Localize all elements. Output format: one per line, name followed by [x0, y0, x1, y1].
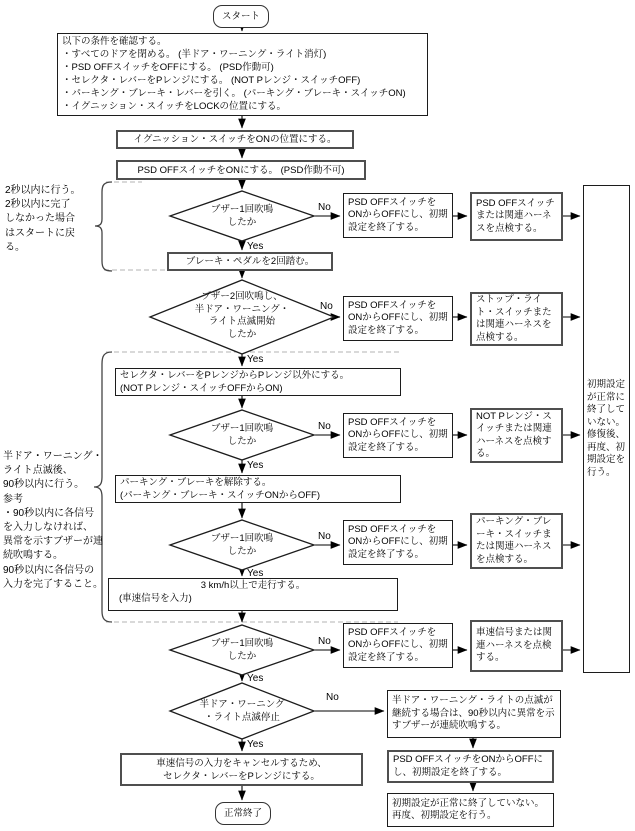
- check-not-p-range-box: [470, 408, 563, 463]
- decision-line: ブザー1回吹鳴: [210, 533, 274, 544]
- abort-label: PSD OFFスイッチをONからOFFにし、初期設定を終了する。: [348, 416, 448, 453]
- precheck-line: ・PSD OFFスイッチをOFFにする。 (PSD作動可): [62, 62, 274, 73]
- decision-warning-light-text: [167, 699, 317, 724]
- check-label: ストップ・ライト・スイッチまたは関連ハーネスを点検する。: [476, 294, 552, 343]
- decision-line: したか: [227, 328, 257, 340]
- annotation-two-seconds: [5, 184, 105, 255]
- end-node: [215, 802, 271, 825]
- decision-line: したか: [227, 545, 257, 557]
- check-label: NOT Pレンジ・スイッチまたは関連ハーネスを点検する。: [476, 410, 552, 459]
- abort-box-3: [343, 413, 453, 458]
- check-label: 車速信号または関連ハーネスを点検する。: [476, 627, 553, 664]
- decision-line: ブザー1回吹鳴: [210, 204, 274, 215]
- psd-off-switch-on-label: PSD OFFスイッチをONにする。 (PSD作動不可): [137, 164, 345, 176]
- cancel-speed-signal-box: [120, 753, 363, 786]
- abort-label: PSD OFFスイッチをONからOFFにし、初期設定を終了する。: [348, 299, 448, 336]
- decision-buzzer-5-text: [172, 638, 312, 663]
- no-label: No: [320, 301, 333, 312]
- ignition-on-box: [116, 130, 354, 149]
- brake-pedal-label: ブレーキ・ペダルを2回踏む。: [185, 256, 315, 267]
- abort-box-1: [343, 193, 453, 238]
- decision-line: ブザー1回吹鳴: [210, 638, 274, 649]
- speed-line: (車速信号を入力): [119, 592, 192, 604]
- no-label: No: [326, 692, 339, 703]
- yes-label: Yes: [247, 241, 264, 252]
- check-label: パーキング・ブレーキ・スイッチまたは関連ハーネスを点検する。: [476, 516, 552, 565]
- decision-line: 半ドア・ワーニング・: [194, 303, 290, 315]
- precheck-line: ・パーキング・ブレーキ・レバーを引く。 (パーキング・ブレーキ・スイッチON): [62, 88, 406, 99]
- annotation-line: 入力を完了すること。: [3, 578, 103, 590]
- check-psd-switch-box: [470, 192, 563, 241]
- brake-pedal-box: [167, 252, 333, 271]
- psd-off-end-box: [387, 750, 554, 783]
- annotation-line: はスタートに戻: [5, 227, 75, 239]
- precheck-line: ・セレクタ・レバーをPレンジにする。 (NOT Pレンジ・スイッチOFF): [62, 75, 361, 86]
- yes-label: Yes: [247, 460, 264, 471]
- decision-line: ブザー1回吹鳴: [210, 423, 274, 434]
- decision-line: ・ライト点滅停止: [204, 711, 280, 723]
- warning-continue-box: [387, 690, 561, 738]
- retry-after-repair-label: 初期設定が正常に終了していない。修復後、再度、初期設定を行う。: [587, 379, 626, 478]
- precheck-line: ・すべてのドアを閉める。 (半ドア・ワーニング・ライト消灯): [62, 49, 327, 60]
- annotation-line: 半ドア・ワーニング・: [3, 451, 103, 462]
- psd-off-end-label: PSD OFFスイッチをONからOFFにし、初期設定を終了する。: [393, 754, 544, 778]
- parking-line: パーキング・ブレーキを解除する。: [120, 477, 272, 488]
- ignition-on-label: イグニッション・スイッチをONの位置にする。: [133, 134, 337, 145]
- psd-off-switch-on-box: [116, 160, 366, 180]
- selector-line: (NOT Pレンジ・スイッチOFFからON): [120, 382, 283, 394]
- decision-line: ブザー2回吹鳴し、: [201, 291, 283, 302]
- annotation-ninety-seconds: [3, 450, 107, 592]
- speed-line: 3 km/h以上で走行する。: [200, 580, 306, 591]
- cancel-line: セレクタ・レバーをPレンジにする。: [163, 770, 320, 782]
- start-label: スタート: [221, 11, 260, 22]
- annotation-line: ・90秒以内に各信号: [3, 507, 95, 519]
- no-label: No: [318, 202, 331, 213]
- decision-buzzer-1-text: [172, 204, 312, 229]
- check-speed-signal-box: [470, 620, 563, 672]
- abort-label: PSD OFFスイッチをONからOFFにし、初期設定を終了する。: [348, 196, 448, 233]
- annotation-line: を入力しなければ、: [3, 522, 93, 534]
- annotation-line: 2秒以内に行う。: [5, 185, 81, 196]
- selector-line: セレクタ・レバーをPレンジからPレンジ以外にする。: [120, 370, 350, 381]
- abort-box-2: [343, 296, 453, 341]
- annotation-line: ライト点滅後、: [3, 465, 73, 477]
- yes-label: Yes: [247, 673, 264, 684]
- precheck-box: [57, 33, 428, 116]
- selector-lever-box: [115, 368, 401, 396]
- annotation-line: 続吹鳴する。: [3, 550, 63, 562]
- abort-box-4: [343, 520, 453, 565]
- abort-box-5: [343, 623, 453, 668]
- annotation-line: 異常を示すブザーが連: [3, 536, 103, 548]
- cancel-line: 車速信号の入力をキャンセルするため、: [156, 757, 327, 769]
- no-label: No: [318, 636, 331, 647]
- abort-label: PSD OFFスイッチをONからOFFにし、初期設定を終了する。: [348, 523, 448, 560]
- decision-line: ライト点滅開始: [208, 316, 276, 327]
- annotation-line: 参考: [3, 493, 23, 505]
- yes-label: Yes: [247, 568, 264, 579]
- decision-line: したか: [227, 216, 257, 228]
- yes-label: Yes: [247, 739, 264, 750]
- retry-again-label: 初期設定が正常に終了していない。再度、初期設定を行う。: [392, 797, 545, 821]
- decision-buzzer-2-text: [167, 291, 317, 341]
- parking-brake-release-box: [115, 475, 401, 503]
- annotation-line: しなかった場合: [5, 213, 75, 225]
- end-label: 正常終了: [223, 808, 262, 819]
- precheck-line: 以下の条件を確認する。: [62, 36, 167, 47]
- annotation-line: 2秒以内に完了: [5, 199, 71, 211]
- decision-line: したか: [227, 435, 257, 447]
- abort-label: PSD OFFスイッチをONからOFFにし、初期設定を終了する。: [348, 626, 448, 663]
- annotation-line: る。: [5, 241, 25, 253]
- no-label: No: [318, 421, 331, 432]
- decision-line: 半ドア・ワーニング: [199, 699, 285, 710]
- annotation-line: 90秒以内に各信号の: [3, 564, 95, 576]
- check-stop-light-box: [470, 292, 563, 346]
- warning-continue-label: 半ドア・ワーニング・ライトの点滅が継続する場合は、90秒以内に異常を示すブザーが連続吹鳴する。: [392, 695, 555, 732]
- check-parking-brake-box: [470, 513, 563, 569]
- parking-line: (パーキング・ブレーキ・スイッチONからOFF): [120, 489, 321, 501]
- drive-speed-box: [108, 578, 398, 611]
- decision-buzzer-3-text: [172, 423, 312, 448]
- retry-after-repair-box: [583, 185, 630, 673]
- decision-buzzer-4-text: [172, 533, 312, 558]
- start-node: [213, 5, 269, 28]
- retry-again-box: [387, 793, 554, 827]
- yes-label: Yes: [247, 354, 264, 365]
- annotation-line: 90秒以内に行う。: [3, 479, 85, 491]
- check-label: PSD OFFスイッチまたは関連ハーネスを点検する。: [476, 197, 555, 234]
- no-label: No: [318, 531, 331, 542]
- precheck-line: ・イグニッション・スイッチをLOCKの位置にする。: [62, 101, 287, 112]
- decision-line: したか: [227, 650, 257, 662]
